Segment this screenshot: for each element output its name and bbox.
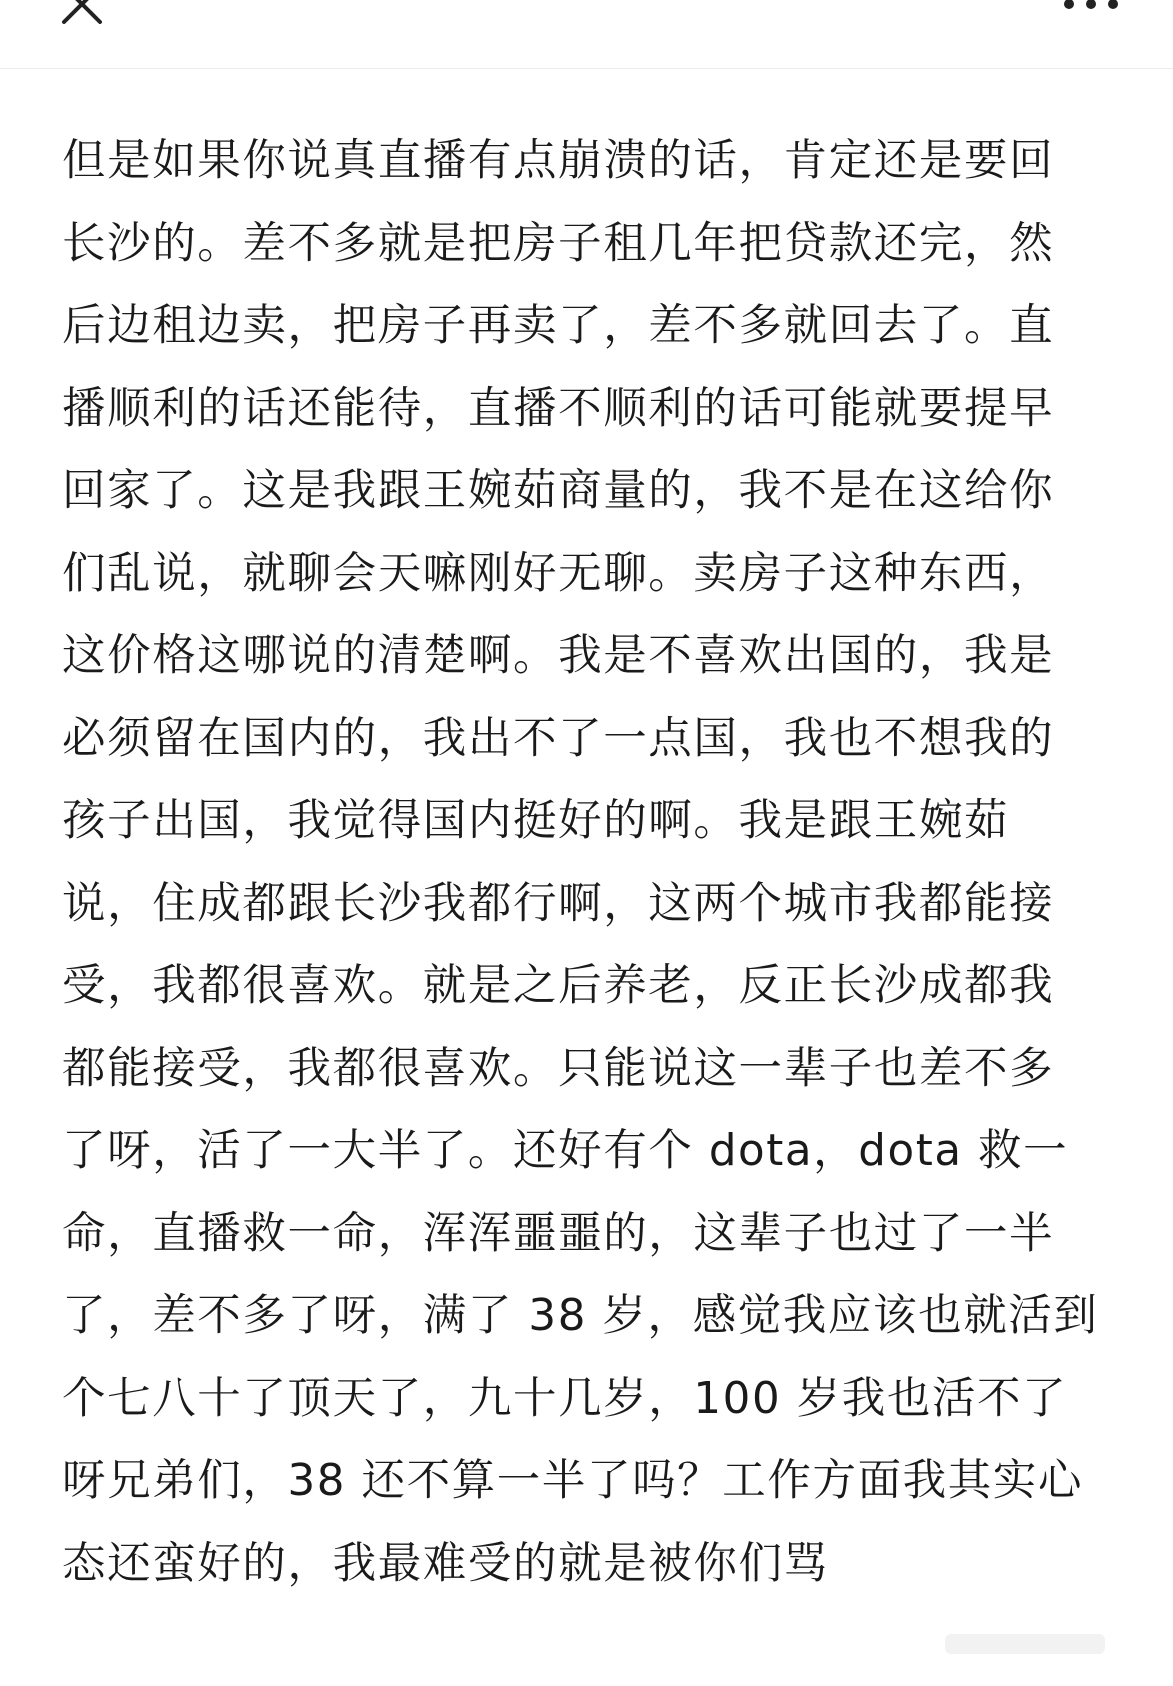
text-line: 回家了。这是我跟王婉茹商量的，我不是在这给你 (62, 466, 1055, 516)
close-button[interactable] (58, 0, 114, 36)
post-body (62, 120, 1148, 1605)
text-line: 受，我都很喜欢。就是之后养老，反正长沙成都我 (62, 961, 1055, 1011)
text-line: 了呀，活了一大半了。还好有个 dota，dota 救一 (62, 1126, 1069, 1176)
text-line: 呀兄弟们，38 还不算一半了吗？工作方面我其实心 (62, 1456, 1084, 1506)
text-line: 但是如果你说真直播有点崩溃的话，肯定还是要回 (62, 136, 1055, 186)
more-dots-icon (1061, 0, 1121, 18)
text-line: 必须留在国内的，我出不了一点国，我也不想我的 (62, 713, 1055, 764)
text-line: 都能接受，我都很喜欢。只能说这一辈子也差不多 (62, 1043, 1055, 1094)
text-line: 长沙的。差不多就是把房子租几年把贷款还完，然 (62, 218, 1055, 269)
text-line: 个七八十了顶天了，九十几岁，100 岁我也活不了 (62, 1373, 1068, 1424)
top-bar (0, 0, 1173, 69)
text-line: 后边租边卖，把房子再卖了，差不多就回去了。直 (62, 301, 1055, 351)
more-options-button[interactable] (1061, 0, 1121, 18)
text-line: 这价格这哪说的清楚啊。我是不喜欢出国的，我是 (62, 631, 1055, 681)
text-line: 态还蛮好的，我最难受的就是被你们骂 (62, 1538, 829, 1589)
close-icon (58, 0, 114, 36)
text-line: 命，直播救一命，浑浑噩噩的，这辈子也过了一半 (62, 1208, 1055, 1259)
faint-watermark (945, 1624, 1115, 1664)
text-line: 播顺利的话还能待，直播不顺利的话可能就要提早 (62, 383, 1055, 434)
text-line: 们乱说，就聊会天嘛刚好无聊。卖房子这种东西， (62, 548, 1055, 599)
text-line: 说，住成都跟长沙我都行啊，这两个城市我都能接 (62, 878, 1055, 929)
text-line: 了，差不多了呀，满了 38 岁，感觉我应该也就活到 (62, 1291, 1099, 1341)
text-line: 孩子出国，我觉得国内挺好的啊。我是跟王婉茹 (62, 796, 1010, 846)
